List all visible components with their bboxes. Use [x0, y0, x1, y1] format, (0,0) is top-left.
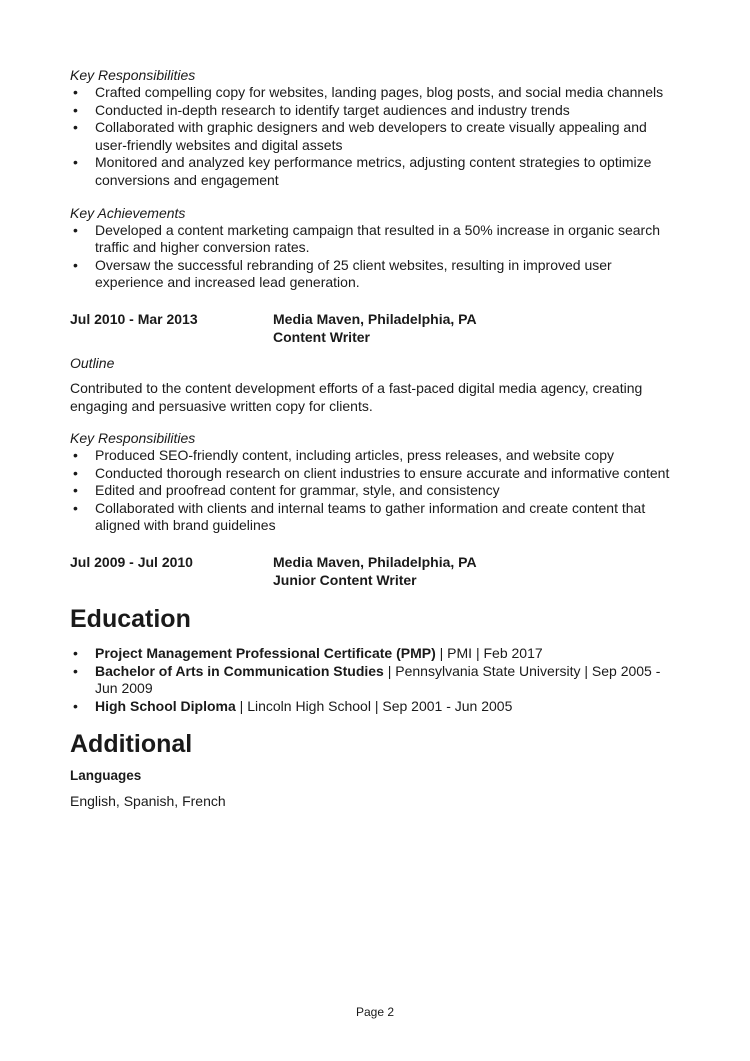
job1-achievements-list: [70, 222, 680, 292]
job1-responsibilities-label: Key Responsibilities: [70, 67, 196, 83]
education-heading: Education: [70, 604, 191, 633]
list-item: • Developed a content marketing campaign that resulted in a 50% increase in organic search traffic and higher conversion rates.: [70, 222, 680, 257]
list-item: • Conducted thorough research on client industries to ensure accurate and informative content: [70, 465, 680, 483]
job2-responsibilities-list: [70, 447, 680, 535]
job3-header: [70, 553, 680, 589]
education-detail: | PMI | Feb 2017: [435, 644, 543, 661]
job2-outline-label: Outline: [70, 354, 115, 371]
education-list: [70, 645, 680, 715]
job2-dates: Jul 2010 - Mar 2013: [70, 310, 198, 327]
additional-heading: Additional: [70, 730, 193, 759]
languages-label: Languages: [70, 768, 142, 784]
page-number: Page 2: [355, 1005, 395, 1019]
education-detail: | Lincoln High School | Sep 2001 - Jun 2005: [235, 697, 513, 714]
job2-header: [70, 310, 680, 346]
job3-dates: Jul 2009 - Jul 2010: [70, 553, 193, 570]
list-item: • Collaborated with clients and internal teams to gather information and create content that aligned with brand guidelines: [70, 500, 680, 535]
job3-company: Media Maven, Philadelphia, PA: [273, 553, 477, 570]
list-item: • Produced SEO-friendly content, including articles, press releases, and website copy: [70, 447, 680, 465]
education-degree: Bachelor of Arts in Communication Studies: [95, 662, 384, 679]
job2-title: Content Writer: [273, 328, 370, 345]
job2-company: Media Maven, Philadelphia, PA: [273, 310, 477, 327]
list-item: • Oversaw the successful rebranding of 25 client websites, resulting in improved user experience and increased lead generation.: [70, 257, 680, 292]
list-item: [70, 663, 680, 698]
list-item: • Collaborated with graphic designers and web developers to create visually appealing and user-friendly websites and digital assets: [70, 119, 680, 154]
job3-title: Junior Content Writer: [273, 571, 417, 588]
education-degree: Project Management Professional Certificate (PMP): [95, 644, 436, 661]
list-item: [70, 698, 680, 716]
resume-page-2: [70, 66, 680, 810]
job2-responsibilities-label: Key Responsibilities: [70, 429, 196, 446]
education-detail: | Pennsylvania State University | Sep 2005 - Jun 2009: [95, 662, 661, 697]
list-item: • Crafted compelling copy for websites, landing pages, blog posts, and social media channels: [70, 84, 680, 102]
list-item: • Monitored and analyzed key performance metrics, adjusting content strategies to optimize conversions and engagement: [70, 154, 680, 189]
list-item: • Conducted in-depth research to identify target audiences and industry trends: [70, 102, 680, 120]
job1-responsibilities-list: [70, 84, 680, 190]
job1-achievements-label: Key Achievements: [70, 204, 186, 221]
languages-value: English, Spanish, French: [70, 793, 226, 810]
job2-outline-text: Contributed to the content development efforts of a fast-paced digital media agency, creating engaging and persuasive written copy for clients.: [70, 379, 643, 414]
education-degree: High School Diploma: [95, 697, 236, 714]
list-item: • Edited and proofread content for grammar, style, and consistency: [70, 482, 680, 500]
list-item: [70, 645, 680, 663]
